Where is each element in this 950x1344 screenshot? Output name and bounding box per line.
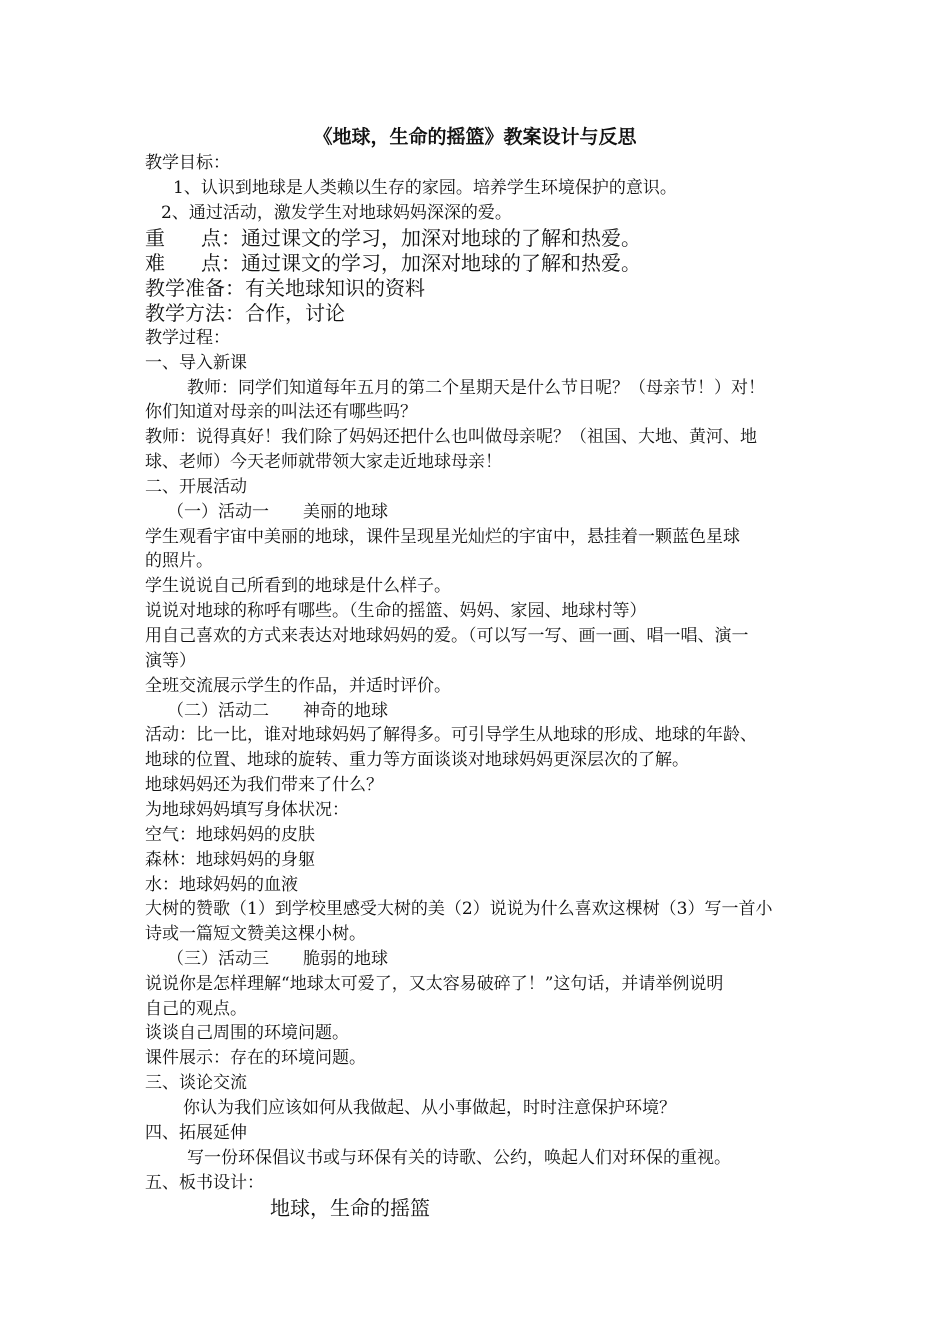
activity1-line: 全班交流展示学生的作品，并适时评价。 (145, 676, 451, 696)
section4-heading: 四、拓展延伸 (145, 1123, 247, 1143)
key-point-text: 通过课文的学习，加深对地球的了解和热爱。 (241, 226, 641, 250)
section1-paragraph-line: 教师：说得真好！我们除了妈妈还把什么也叫做母亲呢？（祖国、大地、黄河、地 (145, 427, 757, 447)
activity2-line: 森林：地球妈妈的身躯 (145, 850, 315, 870)
objective-item: 2、通过活动，激发学生对地球妈妈深深的爱。 (161, 203, 512, 223)
activity3-line: 谈谈自己周围的环境问题。 (145, 1023, 349, 1043)
difficult-point-label-b: 点： (201, 251, 241, 275)
method-label: 教学方法： (145, 301, 245, 325)
activity2-line: 大树的赞歌（1）到学校里感受大树的美（2）说说为什么喜欢这棵树（3）写一首小 (145, 899, 773, 919)
activity2-line: 为地球妈妈填写身体状况： (145, 800, 349, 820)
section5-heading: 五、板书设计： (145, 1173, 264, 1193)
section1-paragraph-line: 你们知道对母亲的叫法还有哪些吗？ (145, 402, 417, 422)
activity3-label: （三）活动三 (167, 949, 269, 969)
activity1-heading (167, 500, 847, 524)
key-point-row (145, 226, 825, 250)
activity3-line: 自己的观点。 (145, 999, 247, 1019)
process-heading: 教学过程： (145, 328, 230, 348)
activity1-label: （一）活动一 (167, 502, 269, 522)
difficult-point-label-a: 难 (145, 251, 165, 275)
activity1-name: 美丽的地球 (303, 502, 388, 522)
method-text: 合作，讨论 (245, 301, 345, 325)
section1-heading: 一、导入新课 (145, 353, 247, 373)
key-point-label-a: 重 (145, 226, 165, 250)
difficult-point-row (145, 251, 825, 275)
activity2-label: （二）活动二 (167, 701, 269, 721)
activity2-line: 活动：比一比，谁对地球妈妈了解得多。可引导学生从地球的形成、地球的年龄、 (145, 725, 757, 745)
section3-heading: 三、谈论交流 (145, 1073, 247, 1093)
activity3-heading (167, 947, 847, 971)
objective-item: 1、认识到地球是人类赖以生存的家园。培养学生环境保护的意识。 (173, 178, 677, 198)
activity2-heading (167, 699, 847, 723)
activity1-line: 说说对地球的称呼有哪些。（生命的摇篮、妈妈、家园、地球村等） (145, 601, 647, 621)
activity1-line: 用自己喜欢的方式来表达对地球妈妈的爱。（可以写一写、画一画、唱一唱、演一 (145, 626, 749, 646)
section1-paragraph-line: 教师：同学们知道每年五月的第二个星期天是什么节日呢？（母亲节！）对！ (187, 378, 765, 398)
method-row (145, 301, 825, 325)
activity1-line: 学生说说自己所看到的地球是什么样子。 (145, 576, 451, 596)
key-point-label-b: 点： (201, 226, 241, 250)
activity2-name: 神奇的地球 (303, 701, 388, 721)
activity2-line: 空气：地球妈妈的皮肤 (145, 825, 315, 845)
difficult-point-text: 通过课文的学习，加深对地球的了解和热爱。 (241, 251, 641, 275)
section2-heading: 二、开展活动 (145, 477, 247, 497)
activity2-line: 地球的位置、地球的旋转、重力等方面谈谈对地球妈妈更深层次的了解。 (145, 750, 689, 770)
preparation-text: 有关地球知识的资料 (245, 276, 425, 300)
activity3-line: 课件展示：存在的环境问题。 (145, 1048, 366, 1068)
activity2-line: 水：地球妈妈的血液 (145, 875, 298, 895)
activity2-line: 诗或一篇短文赞美这棵小树。 (145, 924, 366, 944)
activity1-line: 的照片。 (145, 551, 213, 571)
preparation-row (145, 276, 825, 300)
objectives-heading: 教学目标： (145, 153, 230, 173)
section1-paragraph-line: 球、老师）今天老师就带领大家走近地球母亲！ (145, 452, 502, 472)
activity2-line: 地球妈妈还为我们带来了什么？ (145, 775, 383, 795)
section3-text: 你认为我们应该如何从我做起、从小事做起，时时注意保护环境？ (183, 1098, 676, 1118)
document-title: 《地球，生命的摇篮》教案设计与反思 (313, 126, 637, 148)
section4-text: 写一份环保倡议书或与环保有关的诗歌、公约，唤起人们对环保的重视。 (187, 1148, 731, 1168)
activity3-name: 脆弱的地球 (303, 949, 388, 969)
board-design-title: 地球，生命的摇篮 (270, 1196, 430, 1220)
activity1-line: 学生观看宇宙中美丽的地球，课件呈现星光灿烂的宇宙中，悬挂着一颗蓝色星球 (145, 527, 740, 547)
activity1-line: 演等） (145, 651, 196, 671)
activity3-line: 说说你是怎样理解“地球太可爱了，又太容易破碎了！”这句话，并请举例说明 (145, 974, 724, 994)
preparation-label: 教学准备： (145, 276, 245, 300)
